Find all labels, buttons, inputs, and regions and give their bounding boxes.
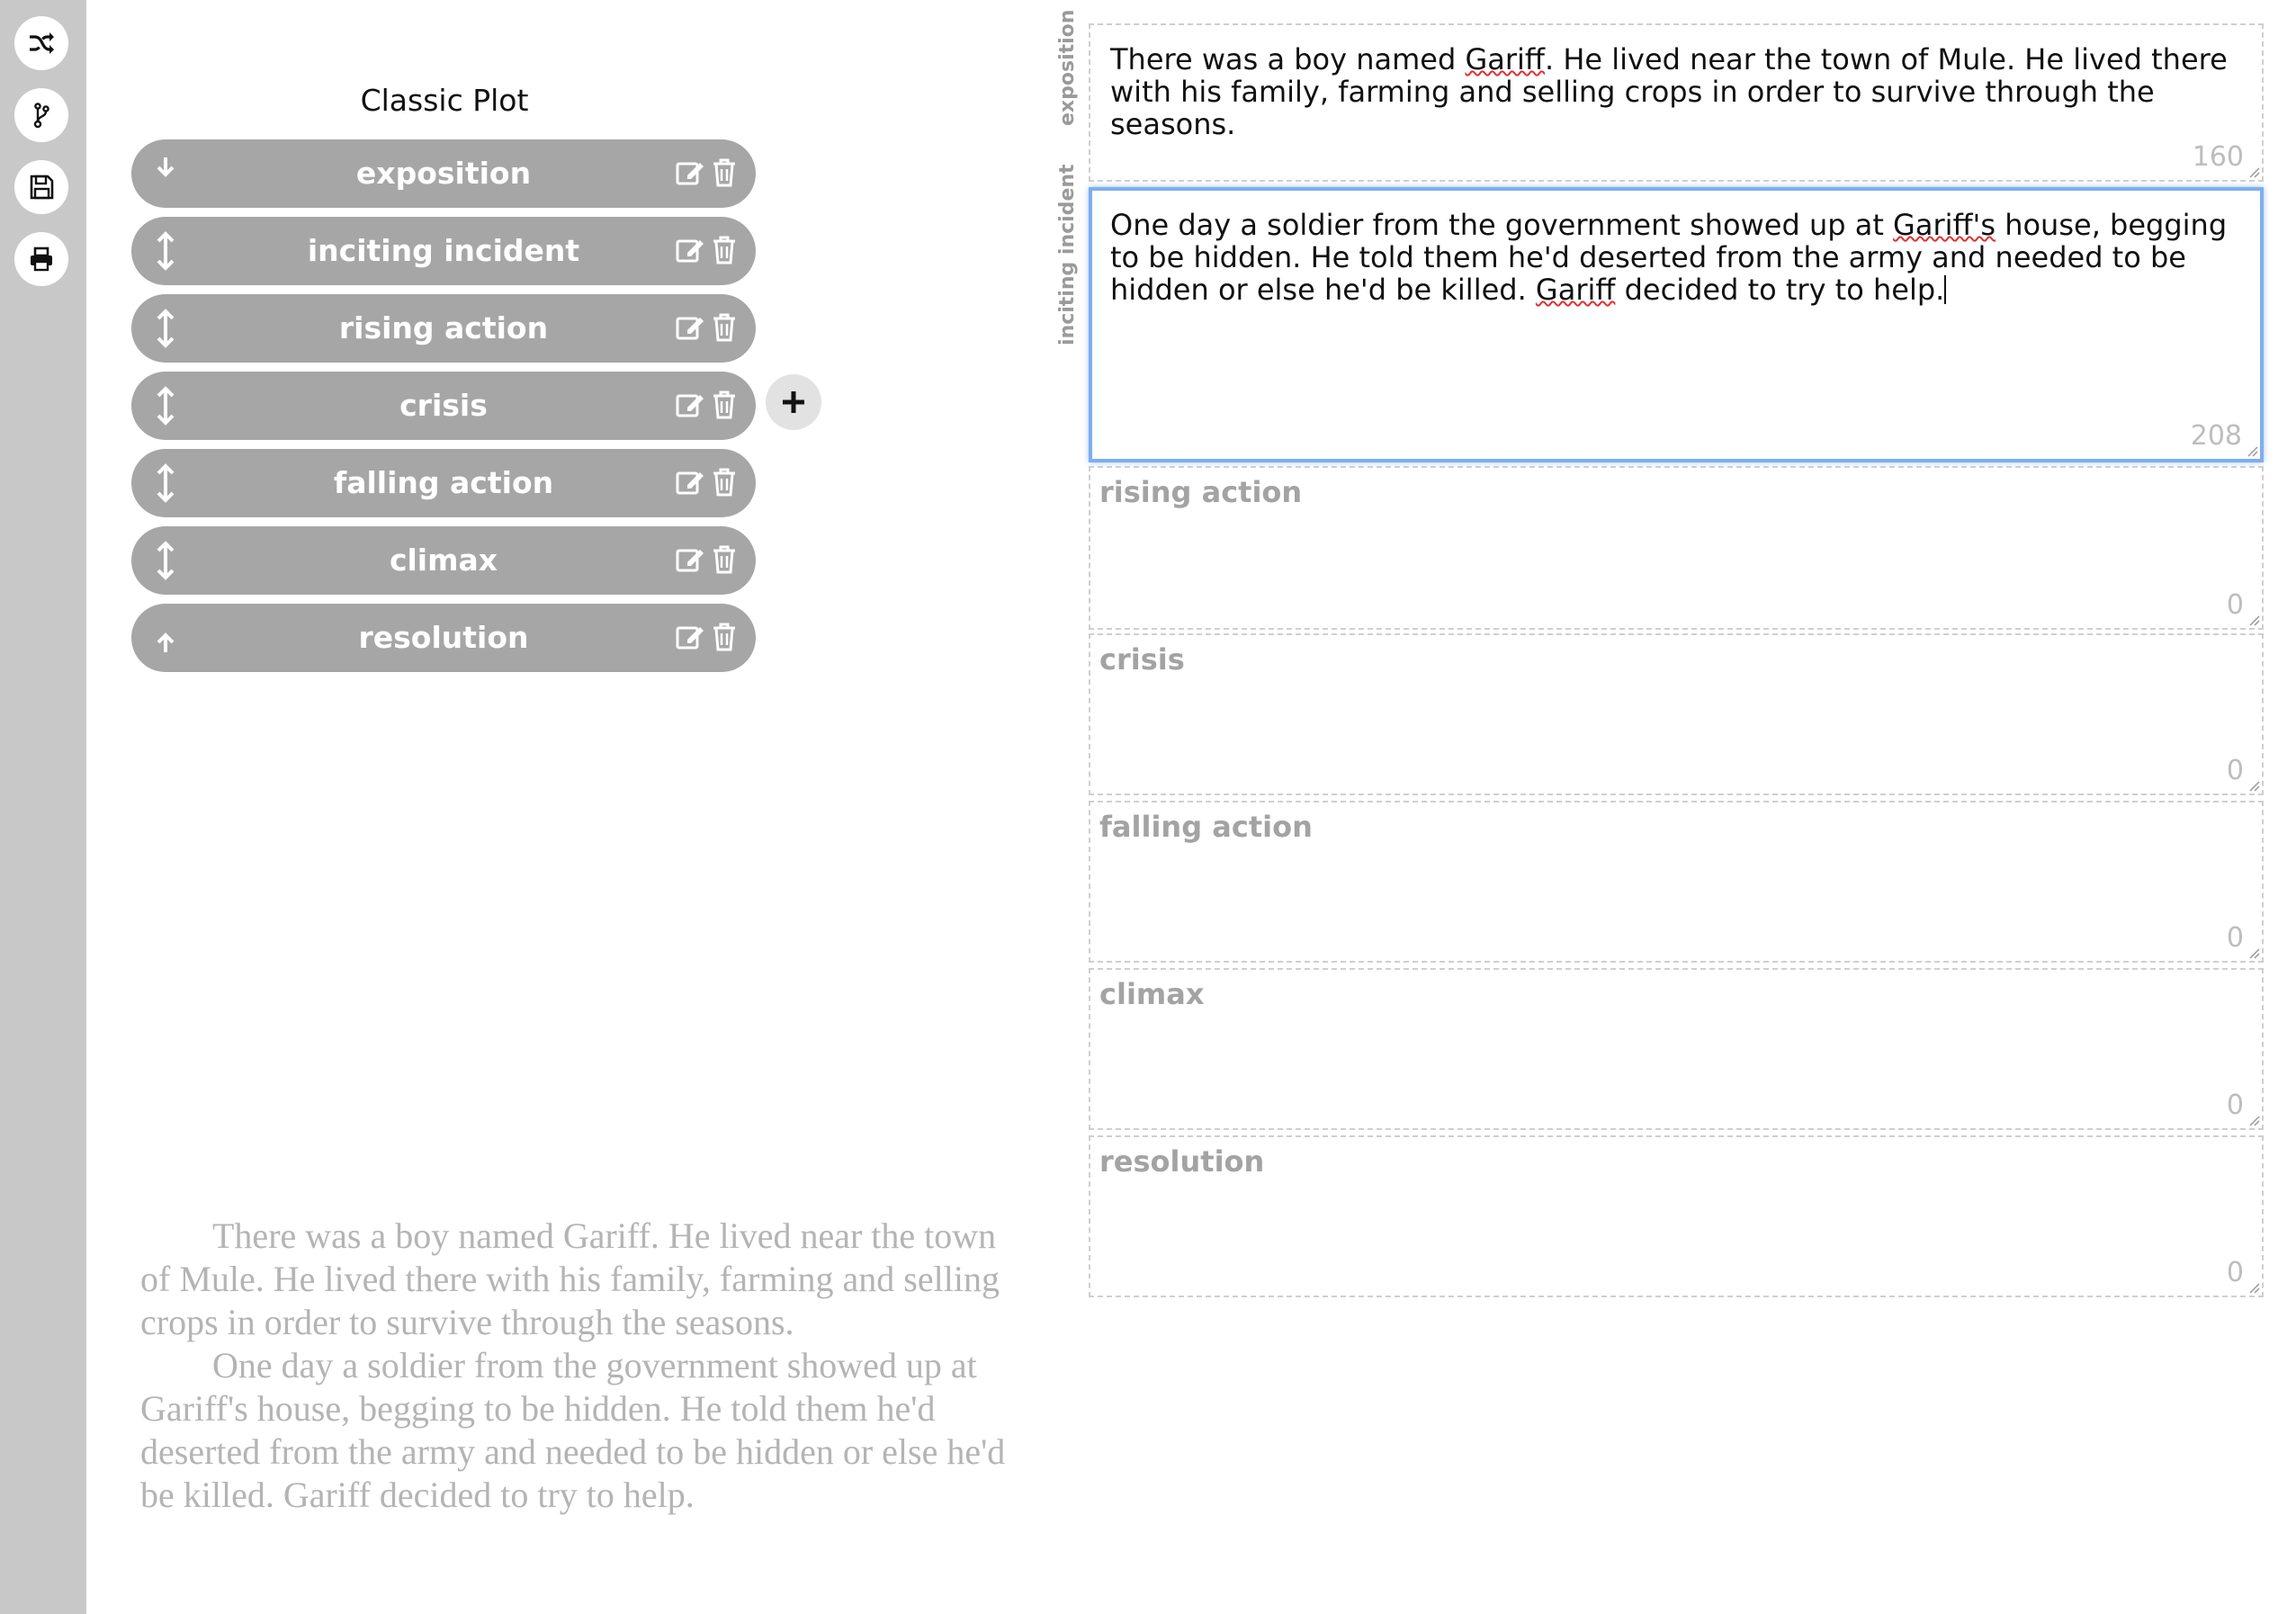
beat-rising-action[interactable]	[131, 294, 756, 363]
section-label-inciting-incident: inciting incident	[1056, 164, 1079, 345]
beat-label: climax	[389, 542, 498, 578]
edit-icon[interactable]	[675, 467, 705, 498]
tool-rail	[0, 0, 86, 1614]
preview-paragraph: There was a boy named Gariff. He lived near the town of Mule. He lived there with his family, farming and selling crops in order to survive through the seasons.	[140, 1215, 1000, 1342]
section-label-exposition: exposition	[1056, 9, 1079, 126]
trash-icon[interactable]	[711, 544, 738, 575]
trash-icon[interactable]	[711, 157, 738, 188]
resize-handle-icon[interactable]	[2247, 1281, 2260, 1294]
char-count: 208	[2190, 420, 2242, 452]
save-icon	[27, 173, 56, 202]
beat-label: crisis	[399, 388, 488, 423]
falling-action-textarea[interactable]	[1089, 801, 2264, 963]
text-cursor	[1944, 275, 1946, 304]
beat-inciting-incident[interactable]	[131, 217, 756, 285]
beat-label: resolution	[358, 620, 529, 655]
char-count: 0	[2226, 922, 2244, 954]
save-button[interactable]	[14, 160, 68, 214]
section-text: There was a boy named Gariff. He lived near the town of Mule. He lived there with his family, farming and selling crops in order to survive through the seasons.	[1110, 42, 2228, 141]
section-text: One day a soldier from the government showed up at Gariff's house, begging to be hidden. He told them he'd deserted from the army and needed to be hidden or else he'd be killed. Gariff decided to try to help.	[1110, 208, 2228, 307]
branch-icon	[27, 101, 56, 130]
section-placeholder: crisis	[1099, 642, 1185, 677]
beat-label: exposition	[355, 156, 532, 191]
beat-resolution[interactable]	[131, 604, 756, 672]
char-count: 0	[2226, 589, 2244, 621]
edit-icon[interactable]	[675, 622, 705, 652]
resize-handle-icon[interactable]	[2247, 614, 2260, 626]
story-preview	[140, 1215, 1022, 1517]
edit-icon[interactable]	[675, 157, 705, 188]
trash-icon[interactable]	[711, 467, 738, 498]
beat-label: rising action	[338, 310, 549, 345]
char-count: 0	[2226, 755, 2244, 786]
section-placeholder: climax	[1099, 977, 1205, 1011]
beat-climax[interactable]	[131, 526, 756, 595]
print-icon	[27, 245, 56, 273]
section-placeholder: falling action	[1099, 810, 1313, 844]
print-button[interactable]	[14, 232, 68, 286]
beat-label: inciting incident	[307, 233, 580, 268]
beat-crisis[interactable]	[131, 372, 756, 440]
inciting-incident-textarea[interactable]	[1089, 187, 2264, 462]
edit-icon[interactable]	[675, 312, 705, 343]
resize-handle-icon[interactable]	[2247, 946, 2260, 959]
preview-paragraph: One day a soldier from the government showed up at Gariff's house, begging to be hidden. He told them he'd deserted from the army and needed to be hidden or else he'd be killed. Gariff decided to try to help.	[140, 1345, 1006, 1515]
edit-icon[interactable]	[675, 544, 705, 575]
branch-button[interactable]	[14, 88, 68, 142]
crisis-textarea[interactable]	[1089, 633, 2264, 795]
resize-handle-icon[interactable]	[2247, 779, 2260, 792]
beat-exposition[interactable]	[131, 139, 756, 208]
plot-title: Classic Plot	[360, 83, 529, 118]
trash-icon[interactable]	[711, 312, 738, 343]
resize-handle-icon[interactable]	[2247, 166, 2260, 178]
trash-icon[interactable]	[711, 622, 738, 652]
beat-falling-action[interactable]	[131, 449, 756, 517]
exposition-textarea[interactable]	[1089, 23, 2264, 182]
climax-textarea[interactable]	[1089, 968, 2264, 1130]
trash-icon[interactable]	[711, 235, 738, 265]
char-count: 160	[2192, 141, 2244, 173]
shuffle-icon	[27, 29, 56, 58]
char-count: 0	[2226, 1257, 2244, 1288]
beat-label: falling action	[333, 465, 554, 500]
section-placeholder: resolution	[1099, 1144, 1265, 1179]
edit-icon[interactable]	[675, 390, 705, 420]
char-count: 0	[2226, 1089, 2244, 1121]
rising-action-textarea[interactable]	[1089, 466, 2264, 630]
shuffle-button[interactable]	[14, 16, 68, 70]
resize-handle-icon[interactable]	[2247, 1114, 2260, 1126]
edit-icon[interactable]	[675, 235, 705, 265]
plus-icon	[780, 389, 807, 416]
resize-handle-icon[interactable]	[2246, 444, 2258, 457]
section-placeholder: rising action	[1099, 475, 1303, 509]
trash-icon[interactable]	[711, 390, 738, 420]
resolution-textarea[interactable]	[1089, 1135, 2264, 1297]
add-beat-button[interactable]	[766, 374, 821, 430]
